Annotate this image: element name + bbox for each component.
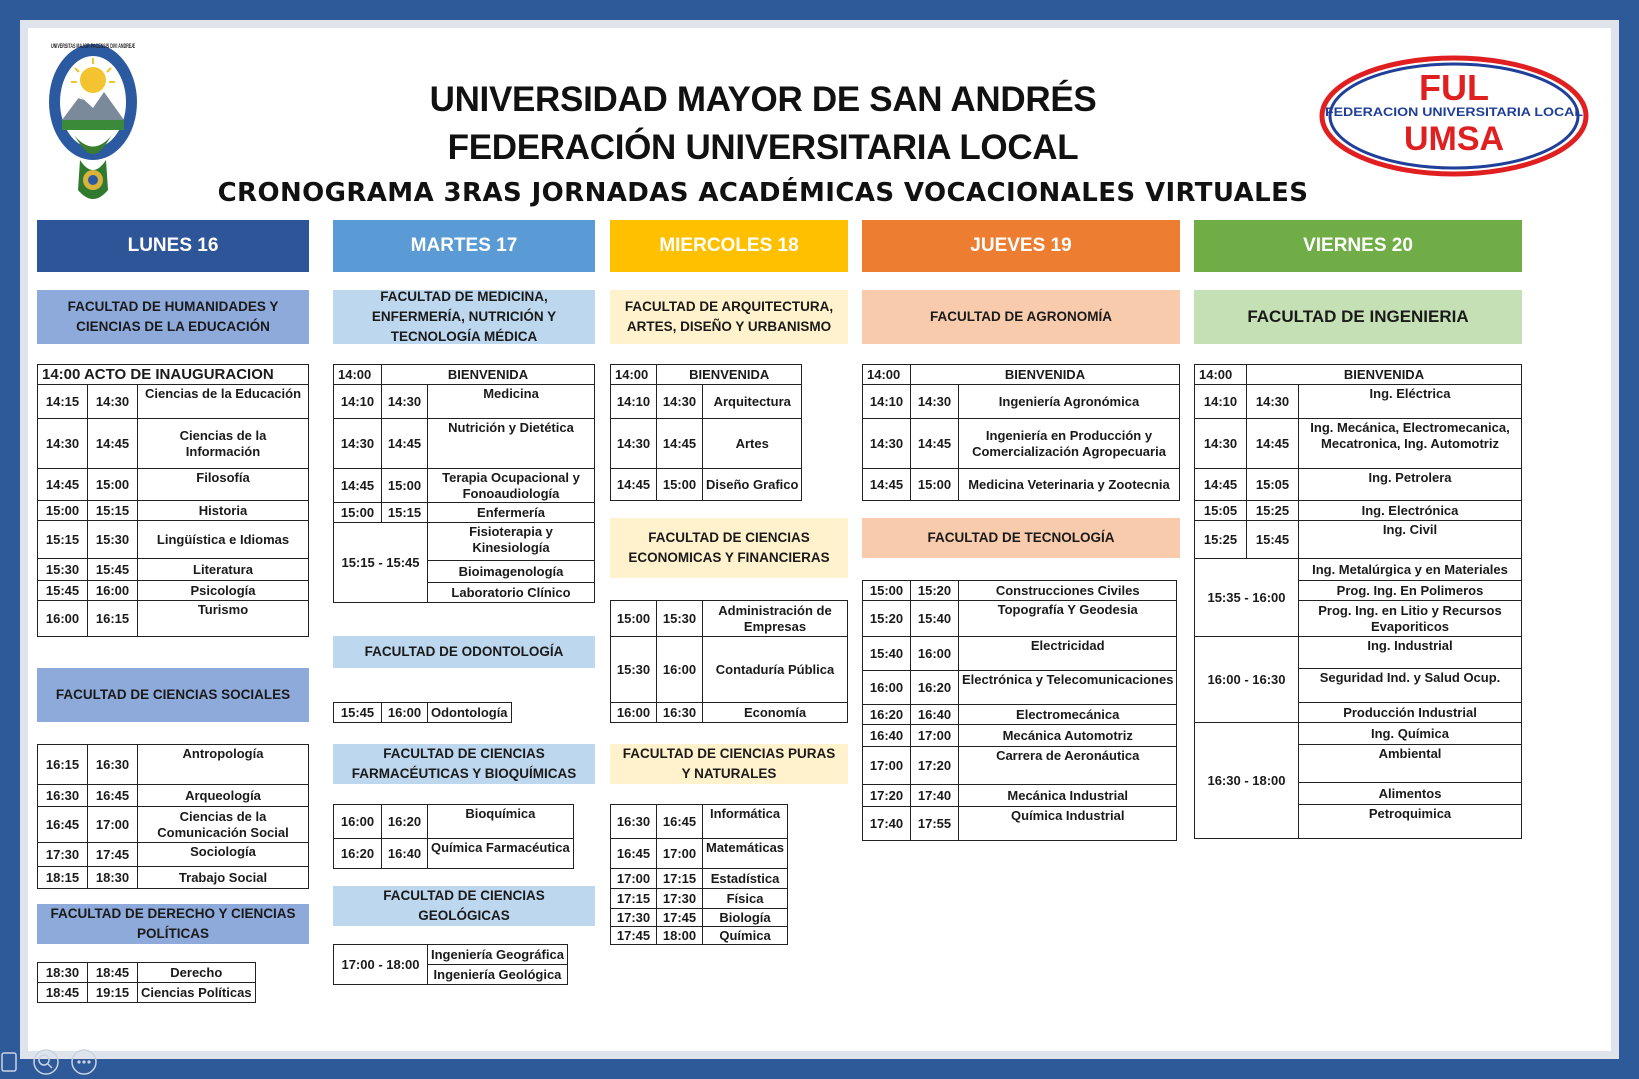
table-row — [334, 385, 595, 419]
table-row — [334, 419, 595, 469]
career-name: Derecho — [138, 963, 256, 983]
table-row — [863, 365, 1180, 385]
career-name: Matemáticas — [703, 839, 788, 869]
welcome-label: BIENVENIDA — [382, 365, 595, 385]
start-time: 16:40 — [863, 725, 911, 747]
column-lunes — [37, 220, 309, 1000]
end-time: 14:30 — [657, 385, 703, 419]
seal-text: UNIVERSITAS MAJOR PACENSIS DIVI ANDREÆ — [51, 44, 135, 50]
start-time: 14:10 — [611, 385, 657, 419]
welcome-time: 14:00 — [611, 365, 657, 385]
start-time: 17:15 — [611, 889, 657, 909]
table-row — [38, 807, 309, 843]
table-row — [611, 469, 802, 501]
career-name: Biología — [703, 909, 788, 927]
start-time: 18:45 — [38, 983, 88, 1003]
ful-logo-middle: FEDERACION UNIVERSITARIA LOCAL — [1325, 105, 1583, 119]
table-row — [611, 637, 848, 703]
table-row — [611, 419, 802, 469]
table-row — [863, 601, 1177, 637]
career-name: Producción Industrial — [1299, 703, 1522, 723]
group-time: 17:00 - 18:00 — [334, 945, 428, 985]
end-time: 16:20 — [382, 805, 428, 839]
start-time: 15:30 — [611, 637, 657, 703]
career-name: Nutrición y Dietética — [428, 419, 595, 469]
end-time: 15:30 — [657, 601, 703, 637]
table-row — [1195, 385, 1522, 419]
faculty-tecnologia: FACULTAD DE TECNOLOGÍA — [862, 518, 1180, 558]
start-time: 14:45 — [1195, 469, 1247, 501]
career-name: Administración de Empresas — [703, 601, 848, 637]
career-name: Trabajo Social — [138, 867, 309, 889]
end-time: 14:30 — [911, 385, 959, 419]
career-name: Química Farmacéutica — [428, 839, 574, 869]
schedule-sheet — [20, 20, 1619, 1059]
end-time: 14:45 — [382, 419, 428, 469]
table-row — [1195, 419, 1522, 469]
end-time: 14:45 — [657, 419, 703, 469]
table-row — [863, 637, 1177, 671]
end-time: 14:30 — [1247, 385, 1299, 419]
welcome-label: BIENVENIDA — [911, 365, 1180, 385]
start-time: 14:30 — [38, 419, 88, 469]
start-time: 16:45 — [611, 839, 657, 869]
table-row — [611, 889, 788, 909]
career-name: Alimentos — [1299, 783, 1522, 805]
table-row — [1195, 365, 1522, 385]
end-time: 15:20 — [911, 581, 959, 601]
table-row — [611, 601, 848, 637]
table-row — [611, 365, 802, 385]
end-time: 17:30 — [657, 889, 703, 909]
table-row — [334, 805, 574, 839]
career-name: Ingeniería Agronómica — [959, 385, 1180, 419]
career-name: Historia — [138, 501, 309, 521]
end-time: 15:40 — [911, 601, 959, 637]
table-row — [863, 705, 1177, 725]
welcome-time: 14:00 — [334, 365, 382, 385]
day-header-jueves: JUEVES 19 — [862, 220, 1180, 272]
table-row — [863, 785, 1177, 807]
career-name: Topografía Y Geodesia — [959, 601, 1177, 637]
start-time: 15:45 — [334, 703, 382, 723]
career-name: Artes — [703, 419, 802, 469]
opening-act: 14:00 ACTO DE INAUGURACION — [38, 365, 309, 385]
table-agronomia — [862, 364, 1180, 501]
career-name: Economía — [703, 703, 848, 723]
column-jueves — [862, 220, 1180, 831]
career-name: Ambiental — [1299, 745, 1522, 783]
career-name: Medicina Veterinaria y Zootecnia — [959, 469, 1180, 501]
end-time: 18:30 — [88, 867, 138, 889]
end-time: 15:30 — [88, 521, 138, 559]
career-name: Fisioterapia y Kinesiología — [428, 523, 595, 561]
end-time: 17:00 — [88, 807, 138, 843]
start-time: 14:10 — [334, 385, 382, 419]
career-name: Literatura — [138, 559, 309, 581]
table-tecnologia — [862, 580, 1177, 841]
end-time: 16:00 — [911, 637, 959, 671]
career-name: Ing. Química — [1299, 723, 1522, 745]
start-time: 17:00 — [611, 869, 657, 889]
start-time: 14:30 — [334, 419, 382, 469]
table-ingenieria — [1194, 364, 1522, 839]
column-martes — [333, 220, 595, 982]
table-row — [334, 523, 595, 561]
table-row — [38, 867, 309, 889]
table-row — [1195, 637, 1522, 669]
column-viernes — [1194, 220, 1522, 821]
table-row — [38, 521, 309, 559]
career-name: Ing. Civil — [1299, 521, 1522, 559]
table-row — [334, 503, 595, 523]
career-name: Diseño Grafico — [703, 469, 802, 501]
career-name: Carrera de Aeronáutica — [959, 747, 1177, 785]
career-name: Electricidad — [959, 637, 1177, 671]
start-time: 16:00 — [334, 805, 382, 839]
start-time: 16:00 — [38, 601, 88, 637]
start-time: 17:45 — [611, 927, 657, 945]
career-name: Filosofía — [138, 469, 309, 501]
table-row — [334, 945, 568, 965]
start-time: 17:20 — [863, 785, 911, 807]
start-time: 14:45 — [334, 469, 382, 503]
career-name: Sociología — [138, 843, 309, 867]
career-name: Ing. Metalúrgica y en Materiales — [1299, 559, 1522, 581]
start-time: 15:00 — [334, 503, 382, 523]
table-row — [863, 747, 1177, 785]
group-time: 16:30 - 18:00 — [1195, 723, 1299, 839]
start-time: 15:00 — [38, 501, 88, 521]
career-name: Electrónica y Telecomunicaciones — [959, 671, 1177, 705]
end-time: 16:30 — [88, 745, 138, 785]
table-row — [1195, 521, 1522, 559]
ful-umsa-logo — [1318, 54, 1590, 178]
career-name: Prog. Ing. En Polimeros — [1299, 581, 1522, 601]
table-geologicas — [333, 944, 568, 985]
day-header-miercoles: MIERCOLES 18 — [610, 220, 848, 272]
table-row — [611, 805, 788, 839]
start-time: 15:15 — [38, 521, 88, 559]
table-row — [611, 839, 788, 869]
end-time: 15:45 — [88, 559, 138, 581]
end-time: 15:25 — [1247, 501, 1299, 521]
welcome-label: BIENVENIDA — [1247, 365, 1522, 385]
table-row — [863, 469, 1180, 501]
career-name: Petroquimica — [1299, 805, 1522, 839]
start-time: 16:20 — [334, 839, 382, 869]
schedule-title: CRONOGRAMA 3RAS JORNADAS ACADÉMICAS VOCACIONALES VIRTUALES — [217, 178, 1309, 208]
start-time: 14:45 — [38, 469, 88, 501]
table-medicina — [333, 364, 595, 603]
end-time: 14:45 — [1247, 419, 1299, 469]
pages-icon[interactable] — [2, 1053, 16, 1071]
ful-logo-top: FUL — [1419, 67, 1489, 108]
career-name: Arquitectura — [703, 385, 802, 419]
start-time: 14:10 — [863, 385, 911, 419]
faculty-agronomia: FACULTAD DE AGRONOMÍA — [862, 290, 1180, 344]
faculty-odontologia: FACULTAD DE ODONTOLOGÍA — [333, 636, 595, 668]
group-time: 16:00 - 16:30 — [1195, 637, 1299, 723]
faculty-economicas: FACULTAD DE CIENCIAS ECONOMICAS Y FINANCIERAS — [610, 518, 848, 578]
table-row — [38, 581, 309, 601]
table-row — [611, 869, 788, 889]
start-time: 15:45 — [38, 581, 88, 601]
table-row — [1195, 469, 1522, 501]
start-time: 16:45 — [38, 807, 88, 843]
career-name: Química — [703, 927, 788, 945]
table-row — [334, 469, 595, 503]
start-time: 16:30 — [611, 805, 657, 839]
end-time: 14:45 — [911, 419, 959, 469]
end-time: 16:45 — [88, 785, 138, 807]
start-time: 15:25 — [1195, 521, 1247, 559]
table-row — [38, 745, 309, 785]
end-time: 16:30 — [657, 703, 703, 723]
table-row — [611, 703, 848, 723]
table-humanidades — [37, 364, 309, 637]
end-time: 18:45 — [88, 963, 138, 983]
faculty-ingenieria: FACULTAD DE INGENIERIA — [1194, 290, 1522, 344]
start-time: 15:00 — [611, 601, 657, 637]
group-time: 15:15 - 15:45 — [334, 523, 428, 603]
table-row — [611, 909, 788, 927]
table-row — [38, 469, 309, 501]
career-name: Ciencias de la Comunicación Social — [138, 807, 309, 843]
table-row — [611, 385, 802, 419]
start-time: 17:40 — [863, 807, 911, 841]
end-time: 16:45 — [657, 805, 703, 839]
start-time: 16:20 — [863, 705, 911, 725]
zoom-icon[interactable] — [34, 1050, 58, 1074]
career-name: Ing. Mecánica, Electromecanica, Mecatronica, Ing. Automotriz — [1299, 419, 1522, 469]
table-sociales — [37, 744, 309, 889]
start-time: 16:15 — [38, 745, 88, 785]
start-time: 16:00 — [863, 671, 911, 705]
career-name: Ingeniería en Producción y Comercialización Agropecuaria — [959, 419, 1180, 469]
table-row — [863, 581, 1177, 601]
start-time: 15:05 — [1195, 501, 1247, 521]
table-derecho — [37, 962, 256, 1003]
group-time: 15:35 - 16:00 — [1195, 559, 1299, 637]
start-time: 16:00 — [611, 703, 657, 723]
career-name: Prog. Ing. en Litio y Recursos Evaporiticos — [1299, 601, 1522, 637]
career-name: Mecánica Automotriz — [959, 725, 1177, 747]
career-name: Electromecánica — [959, 705, 1177, 725]
table-economicas — [610, 600, 848, 723]
career-name: Medicina — [428, 385, 595, 419]
start-time: 14:30 — [611, 419, 657, 469]
end-time: 17:00 — [657, 839, 703, 869]
day-header-viernes: VIERNES 20 — [1194, 220, 1522, 272]
end-time: 17:45 — [88, 843, 138, 867]
career-name: Ing. Eléctrica — [1299, 385, 1522, 419]
start-time: 17:30 — [38, 843, 88, 867]
career-name: Informática — [703, 805, 788, 839]
faculty-medicina: FACULTAD DE MEDICINA, ENFERMERÍA, NUTRICIÓN Y TECNOLOGÍA MÉDICA — [333, 290, 595, 344]
career-name: Arqueología — [138, 785, 309, 807]
end-time: 14:30 — [382, 385, 428, 419]
career-name: Ciencias de la Educación — [138, 385, 309, 419]
start-time: 14:30 — [1195, 419, 1247, 469]
start-time: 17:00 — [863, 747, 911, 785]
table-row — [38, 843, 309, 867]
start-time: 18:15 — [38, 867, 88, 889]
career-name: Bioquímica — [428, 805, 574, 839]
career-name: Química Industrial — [959, 807, 1177, 841]
end-time: 15:00 — [88, 469, 138, 501]
day-header-lunes: LUNES 16 — [37, 220, 309, 272]
table-row — [1195, 501, 1522, 521]
table-puras-naturales — [610, 804, 788, 945]
end-time: 16:00 — [88, 581, 138, 601]
table-row — [38, 559, 309, 581]
end-time: 16:20 — [911, 671, 959, 705]
welcome-label: BIENVENIDA — [657, 365, 802, 385]
ful-logo-bottom: UMSA — [1403, 120, 1505, 158]
end-time: 15:15 — [382, 503, 428, 523]
career-name: Psicología — [138, 581, 309, 601]
start-time: 14:10 — [1195, 385, 1247, 419]
table-row — [1195, 723, 1522, 745]
end-time: 17:15 — [657, 869, 703, 889]
table-row — [38, 501, 309, 521]
career-name: Terapia Ocupacional y Fonoaudiología — [428, 469, 595, 503]
umsa-seal-logo — [44, 40, 142, 210]
start-time: 15:30 — [38, 559, 88, 581]
end-time: 16:15 — [88, 601, 138, 637]
career-name: Ing. Industrial — [1299, 637, 1522, 669]
table-row — [38, 601, 309, 637]
day-header-martes: MARTES 17 — [333, 220, 595, 272]
table-row — [863, 385, 1180, 419]
end-time: 19:15 — [88, 983, 138, 1003]
career-name: Ciencias Políticas — [138, 983, 256, 1003]
end-time: 17:00 — [911, 725, 959, 747]
table-row — [334, 703, 512, 723]
career-name: Estadística — [703, 869, 788, 889]
start-time: 14:15 — [38, 385, 88, 419]
table-row — [334, 365, 595, 385]
start-time: 15:20 — [863, 601, 911, 637]
end-time: 16:00 — [657, 637, 703, 703]
table-row — [863, 807, 1177, 841]
end-time: 15:05 — [1247, 469, 1299, 501]
table-row — [38, 963, 256, 983]
end-time: 17:40 — [911, 785, 959, 807]
table-row — [611, 927, 788, 945]
table-row — [334, 839, 574, 869]
start-time: 14:45 — [611, 469, 657, 501]
start-time: 18:30 — [38, 963, 88, 983]
start-time: 14:30 — [863, 419, 911, 469]
faculty-derecho: FACULTAD DE DERECHO Y CIENCIAS POLÍTICAS — [37, 904, 309, 944]
end-time: 16:00 — [382, 703, 428, 723]
end-time: 15:15 — [88, 501, 138, 521]
faculty-farmaceuticas: FACULTAD DE CIENCIAS FARMACÉUTICAS Y BIOQUÍMICAS — [333, 744, 595, 784]
end-time: 15:45 — [1247, 521, 1299, 559]
table-farmaceuticas — [333, 804, 574, 869]
table-arquitectura — [610, 364, 802, 501]
career-name: Seguridad Ind. y Salud Ocup. — [1299, 669, 1522, 703]
career-name: Enfermería — [428, 503, 595, 523]
career-name: Ing. Electrónica — [1299, 501, 1522, 521]
end-time: 15:00 — [657, 469, 703, 501]
career-name: Ciencias de la Información — [138, 419, 309, 469]
end-time: 14:30 — [88, 385, 138, 419]
table-row — [38, 365, 309, 385]
end-time: 17:55 — [911, 807, 959, 841]
start-time: 17:30 — [611, 909, 657, 927]
table-row — [1195, 559, 1522, 581]
career-name: Odontología — [428, 703, 512, 723]
table-row — [38, 785, 309, 807]
start-time: 14:45 — [863, 469, 911, 501]
start-time: 15:40 — [863, 637, 911, 671]
faculty-sociales: FACULTAD DE CIENCIAS SOCIALES — [37, 668, 309, 722]
end-time: 16:40 — [382, 839, 428, 869]
federation-title: FEDERACIÓN UNIVERSITARIA LOCAL — [447, 128, 1079, 167]
faculty-arquitectura: FACULTAD DE ARQUITECTURA, ARTES, DISEÑO Y URBANISMO — [610, 290, 848, 344]
career-name: Ingeniería Geológica — [428, 965, 568, 985]
end-time: 16:40 — [911, 705, 959, 725]
career-name: Ing. Petrolera — [1299, 469, 1522, 501]
welcome-time: 14:00 — [863, 365, 911, 385]
table-row — [863, 725, 1177, 747]
end-time: 14:45 — [88, 419, 138, 469]
career-name: Contaduría Pública — [703, 637, 848, 703]
university-title: UNIVERSIDAD MAYOR DE SAN ANDRÉS — [429, 80, 1097, 119]
schedule-content — [28, 28, 1611, 1051]
career-name: Laboratorio Clínico — [428, 583, 595, 603]
career-name: Antropología — [138, 745, 309, 785]
more-icon[interactable] — [72, 1050, 96, 1074]
faculty-puras-naturales: FACULTAD DE CIENCIAS PURAS Y NATURALES — [610, 744, 848, 784]
faculty-humanidades: FACULTAD DE HUMANIDADES Y CIENCIAS DE LA EDUCACIÓN — [37, 290, 309, 344]
table-row — [38, 419, 309, 469]
career-name: Física — [703, 889, 788, 909]
column-miercoles — [610, 220, 848, 943]
career-name: Bioimagenología — [428, 561, 595, 583]
career-name: Mecánica Industrial — [959, 785, 1177, 807]
table-row — [38, 385, 309, 419]
career-name: Turismo — [138, 601, 309, 637]
table-odontologia — [333, 702, 512, 723]
start-time: 16:30 — [38, 785, 88, 807]
table-row — [38, 983, 256, 1003]
career-name: Ingeniería Geográfica — [428, 945, 568, 965]
faculty-geologicas: FACULTAD DE CIENCIAS GEOLÓGICAS — [333, 886, 595, 926]
end-time: 18:00 — [657, 927, 703, 945]
table-row — [863, 671, 1177, 705]
welcome-time: 14:00 — [1195, 365, 1247, 385]
start-time: 15:00 — [863, 581, 911, 601]
end-time: 15:00 — [382, 469, 428, 503]
end-time: 17:45 — [657, 909, 703, 927]
table-row — [863, 419, 1180, 469]
end-time: 17:20 — [911, 747, 959, 785]
viewer-toolbar — [2, 1047, 102, 1077]
end-time: 15:00 — [911, 469, 959, 501]
career-name: Lingüística e Idiomas — [138, 521, 309, 559]
career-name: Construcciones Civiles — [959, 581, 1177, 601]
